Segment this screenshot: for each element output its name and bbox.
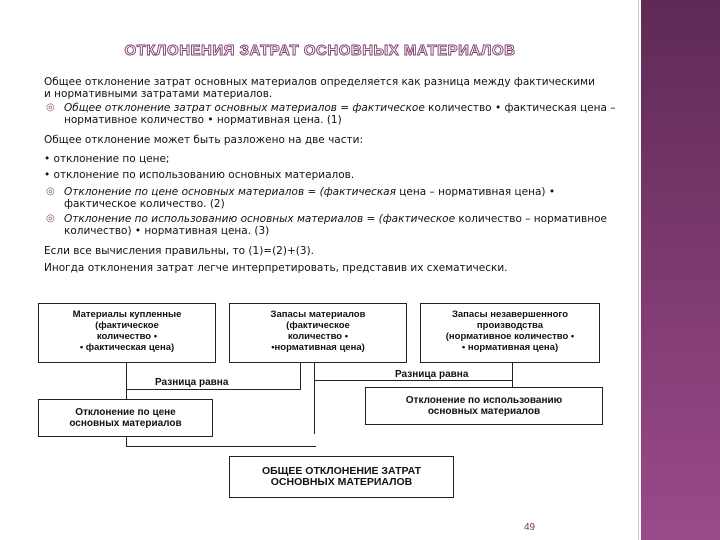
formula-2 <box>44 186 624 210</box>
formula-2-italic: Отклонение по цене основных материалов = (фактическая <box>64 186 396 198</box>
paragraph-schematic: Иногда отклонения затрат легче интерпретировать, представив их схематически. <box>44 262 508 274</box>
decorative-side-band <box>641 0 720 540</box>
box-line: • фактическая цена) <box>79 342 175 353</box>
label-difference-2: Разница равна <box>395 369 469 380</box>
box-total-variance <box>229 456 454 498</box>
label-difference-1: Разница равна <box>155 377 229 388</box>
box-line: производства <box>476 320 544 331</box>
target-bullet-icon: ◎ <box>46 102 55 113</box>
target-bullet-icon: ◎ <box>46 186 55 197</box>
connector <box>314 380 513 381</box>
formula-3-italic: Отклонение по использованию основных материалов = (фактическое <box>64 213 456 225</box>
box-line: Отклонение по использованию <box>405 395 563 406</box>
formula-1-italic: Общее отклонение затрат основных материалов = фактическое <box>64 102 425 114</box>
target-bullet-icon: ◎ <box>46 213 55 224</box>
paragraph-check: Если все вычисления правильны, то (1)=(2)+(3). <box>44 245 314 257</box>
box-wip-inventory <box>420 303 600 363</box>
bullet-usage: • отклонение по использованию основных материалов. <box>44 169 355 181</box>
box-line: количество • <box>96 331 158 342</box>
connector <box>126 437 127 446</box>
paragraph-decomposition: Общее отклонение может быть разложено на две части: <box>44 134 363 146</box>
box-line: (фактическое <box>95 320 159 331</box>
connector <box>126 363 127 399</box>
bullet-price: • отклонение по цене; <box>44 153 170 165</box>
connector <box>126 389 301 390</box>
connector <box>314 363 315 434</box>
side-divider <box>638 0 639 540</box>
formula-3 <box>44 213 624 237</box>
connector <box>512 363 513 387</box>
formula-1 <box>44 102 624 126</box>
box-line: основных материалов <box>427 406 541 417</box>
box-line: количество • <box>287 331 349 342</box>
box-line: ОСНОВНЫХ МАТЕРИАЛОВ <box>270 476 413 488</box>
formula-1-rest: количество • фактическая цена – нормативное количество • нормативная цена. (1) <box>64 102 616 126</box>
box-line: Отклонение по цене <box>75 407 176 418</box>
box-line: •нормативная цена) <box>271 342 365 353</box>
page-number: 49 <box>524 522 536 533</box>
box-line: основных материалов <box>69 418 182 429</box>
box-price-variance <box>38 399 213 437</box>
box-usage-variance <box>365 387 603 425</box>
box-line: Материалы купленные <box>72 309 182 320</box>
box-materials-inventory <box>229 303 407 363</box>
box-purchased-materials <box>38 303 216 363</box>
slide-title: ОТКЛОНЕНИЯ ЗАТРАТ ОСНОВНЫХ МАТЕРИАЛОВ <box>124 42 516 59</box>
box-line: • нормативная цена) <box>461 342 559 353</box>
box-line: (фактическое <box>286 320 350 331</box>
box-line: Запасы незавершенного <box>451 309 569 320</box>
box-line: (нормативное количество • <box>445 331 575 342</box>
connector <box>126 446 316 447</box>
formula-2-rest: цена – нормативная цена) • фактическое количество. (2) <box>64 186 556 210</box>
connector <box>300 363 301 390</box>
box-line: Запасы материалов <box>270 309 366 320</box>
paragraph-definition: Общее отклонение затрат основных материалов определяется как разница между фактическими и нормативными затратами материалов. <box>44 76 595 100</box>
box-line: ОБЩЕЕ ОТКЛОНЕНИЕ ЗАТРАТ <box>261 465 422 477</box>
formula-3-rest: количество – нормативное количество) • нормативная цена. (3) <box>64 213 607 237</box>
